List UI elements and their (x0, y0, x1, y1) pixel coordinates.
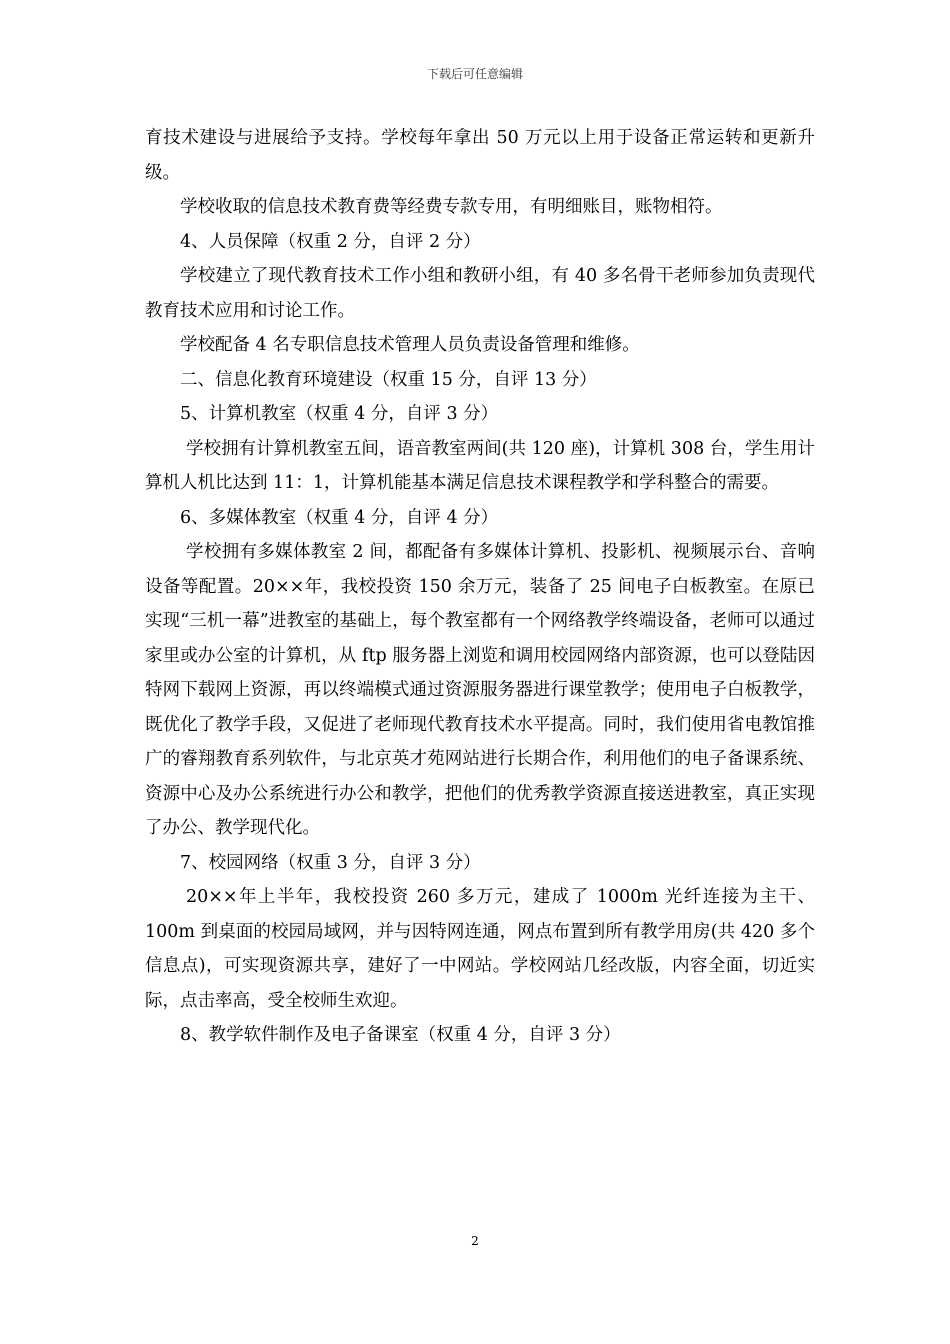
section-heading-campus-network: 7、校园网络（权重 3 分，自评 3 分） (180, 852, 481, 873)
document-body (145, 121, 815, 1053)
paragraph-staffing-groups: 学校建立了现代教育技术工作小组和教研小组，有 40 多名骨干老师参加负责现代教育技术应用和讨论工作。 (145, 266, 815, 321)
paragraph-funding: 学校收取的信息技术教育费等经费专款专用，有明细账目，账物相符。 (180, 197, 723, 217)
paragraph-multimedia: 学校拥有多媒体教室 2 间，都配备有多媒体计算机、投影机、视频展示台、音响设备等配置。20××年，我校投资 150 余万元，装备了 25 间电子白板教室。在原已实现“三机一幕”进教室的基础上，每个教室都有一个网络教学终端设备，老师可以通过家里或办公室的计算机，从 ftp 服务器上浏览和调用校园网络内部资源，也可以登陆因特网下载网上资源，再以终端模式通过资源服务器进行课堂教学；使用电子白板教学，既优化了教学手段，又促进了老师现代教育技术水平提高。同时，我们使用省电教馆推广的睿翔教育系列软件，与北京英才苑网站进行长期合作，利用他们的电子备课系统、资源中心及办公系统进行办公和教学，把他们的优秀教学资源直接送进教室，真正实现了办公、教学现代化。 (145, 542, 815, 838)
section-heading-computer-rooms: 5、计算机教室（权重 4 分，自评 3 分） (180, 404, 499, 424)
paragraph-computer-rooms: 学校拥有计算机教室五间，语音教室两间(共 120 座)，计算机 308 台，学生用计算机人机比达到 11：1，计算机能基本满足信息技术课程教学和学科整合的需要。 (145, 438, 815, 493)
section-heading-staffing: 4、人员保障（权重 2 分，自评 2 分） (180, 231, 481, 252)
section-heading-teaching-software: 8、教学软件制作及电子备课室（权重 4 分，自评 3 分） (180, 1025, 621, 1045)
paragraph-campus-network: 20××年上半年，我校投资 260 多万元，建成了 1000m 光纤连接为主干、100m 到桌面的校园局域网，并与因特网连通，网点布置到所有教学用房(共 420 多个信息点)，可实现资源共享，建好了一中网站。学校网站几经改版，内容全面，切近实际，点击率高，受全校师生欢迎。 (145, 887, 815, 1011)
section-heading-environment: 二、信息化教育环境建设（权重 15 分，自评 13 分） (180, 369, 597, 390)
section-heading-multimedia: 6、多媒体教室（权重 4 分，自评 4 分） (180, 507, 499, 528)
page-number: 2 (471, 1234, 479, 1248)
page-header: 下载后可任意编辑 (426, 67, 523, 81)
paragraph-continuation: 育技术建设与进展给予支持。学校每年拿出 50 万元以上用于设备正常运转和更新升级。 (145, 128, 815, 183)
paragraph-staffing-admins: 学校配备 4 名专职信息技术管理人员负责设备管理和维修。 (180, 335, 640, 355)
